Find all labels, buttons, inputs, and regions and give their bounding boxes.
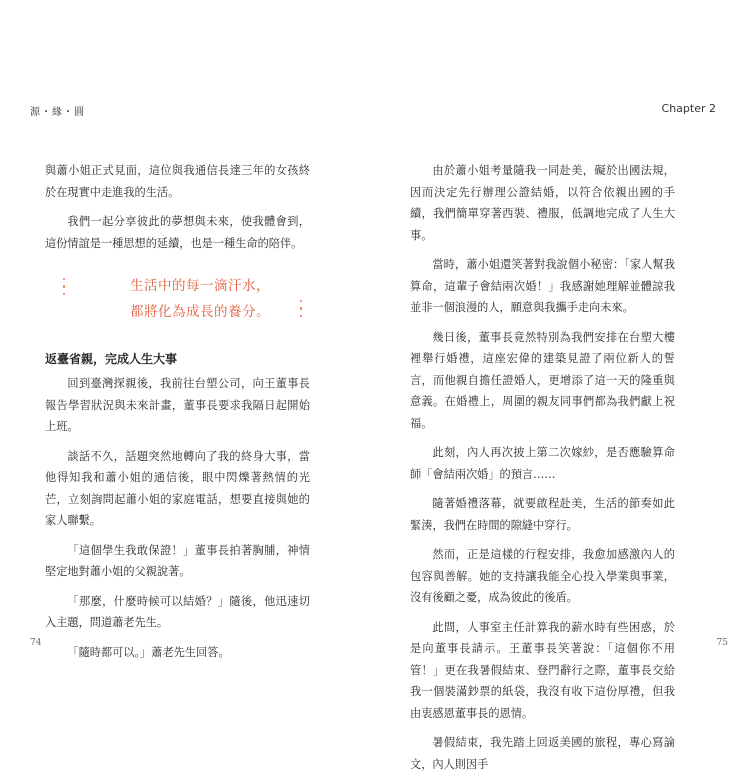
paragraph: 然而，正是這樣的行程安排，我愈加感激內人的包容與善解。她的支持讓我能全心投入學業與事業，沒有後顧之憂，成為彼此的後盾。 bbox=[410, 548, 675, 604]
paragraph: 「那麼，什麼時候可以結婚？」隨後，他迅速切入主題，問道蕭老先生。 bbox=[45, 594, 310, 629]
pull-quote bbox=[45, 270, 310, 328]
paragraph: 由於蕭小姐考量隨我一同赴美，礙於出國法規，因而決定先行辦理公證結婚，以符合依親出國的手續，我們簡單穿著西裝、禮服，低調地完成了人生大事。 bbox=[410, 164, 675, 242]
paragraph: 當時，蕭小姐還笑著對我說個小秘密：「家人幫我算命，這輩子會結兩次婚！」我感謝她理解並體諒我並非一個浪漫的人，願意與我攜手走向未來。 bbox=[410, 258, 675, 314]
paragraph: 我們一起分享彼此的夢想與未來，使我體會到，這份情誼是一種思想的延續，也是一種生命的陪伴。 bbox=[45, 215, 310, 250]
paragraph: 「隨時都可以。」蕭老先生回答。 bbox=[67, 645, 230, 659]
paragraph: 暑假結束，我先踏上回返美國的旅程，專心寫論文，內人則因手 bbox=[410, 736, 675, 771]
pull-quote-line-1: 生活中的每一滴汗水， bbox=[130, 278, 270, 294]
paragraph: 談話不久，話題突然地轉向了我的終身大事，當他得知我和蕭小姐的通信後，眼中閃爍著熱情的光芒，立刻詢問起蕭小姐的家庭電話，想要直接與她的家人聯繫。 bbox=[45, 449, 310, 527]
paragraph: 此間，人事室主任計算我的薪水時有些困惑，於是向董事長請示。王董事長笑著說：「這個你不用管！」更在我暑假結束、登門辭行之際，董事長交給我一個裝滿鈔票的紙袋，我沒有收下這份厚禮，但我由衷感恩董事長的恩情。 bbox=[410, 620, 675, 720]
decorative-dots-right bbox=[300, 300, 304, 322]
paragraph: 幾日後，董事長竟然特別為我們安排在台塑大樓裡舉行婚禮，這座宏偉的建築見證了兩位新人的誓言，而他親自擔任證婚人，更增添了這一天的隆重與意義。在婚禮上，周圍的親友同事們都為我們獻上祝福。 bbox=[410, 330, 675, 430]
paragraph: 回到臺灣探親後，我前往台塑公司，向王董事長報告學習狀況與未來計畫，董事長要求我隔日起開始上班。 bbox=[45, 377, 310, 433]
running-header-left: 源・緣・圓 bbox=[30, 107, 85, 118]
page-number-left: 74 bbox=[30, 638, 42, 648]
pull-quote-line-2: 都將化為成長的養分。 bbox=[130, 304, 270, 320]
decorative-dots-left bbox=[63, 278, 67, 300]
right-page bbox=[375, 0, 750, 771]
section-title: 返臺省親，完成人生大事 bbox=[45, 352, 178, 366]
running-header-right: Chapter 2 bbox=[661, 102, 716, 115]
right-text-column bbox=[410, 160, 675, 783]
paragraph: 此刻，內人再次披上第二次嫁紗，是否應驗算命師「會結兩次婚」的預言…… bbox=[410, 446, 675, 481]
page-number-right: 75 bbox=[716, 638, 728, 648]
paragraph: 隨著婚禮落幕，就要啟程赴美，生活的節奏如此緊湊，我們在時間的隙縫中穿行。 bbox=[410, 497, 675, 532]
paragraph: 「這個學生我敢保證！」董事長拍著胸脯，神情堅定地對蕭小姐的父親說著。 bbox=[45, 543, 310, 578]
paragraph: 與蕭小姐正式見面，這位與我通信長達三年的女孩終於在現實中走進我的生活。 bbox=[45, 164, 310, 199]
left-page bbox=[0, 0, 375, 750]
left-text-column bbox=[45, 160, 310, 671]
